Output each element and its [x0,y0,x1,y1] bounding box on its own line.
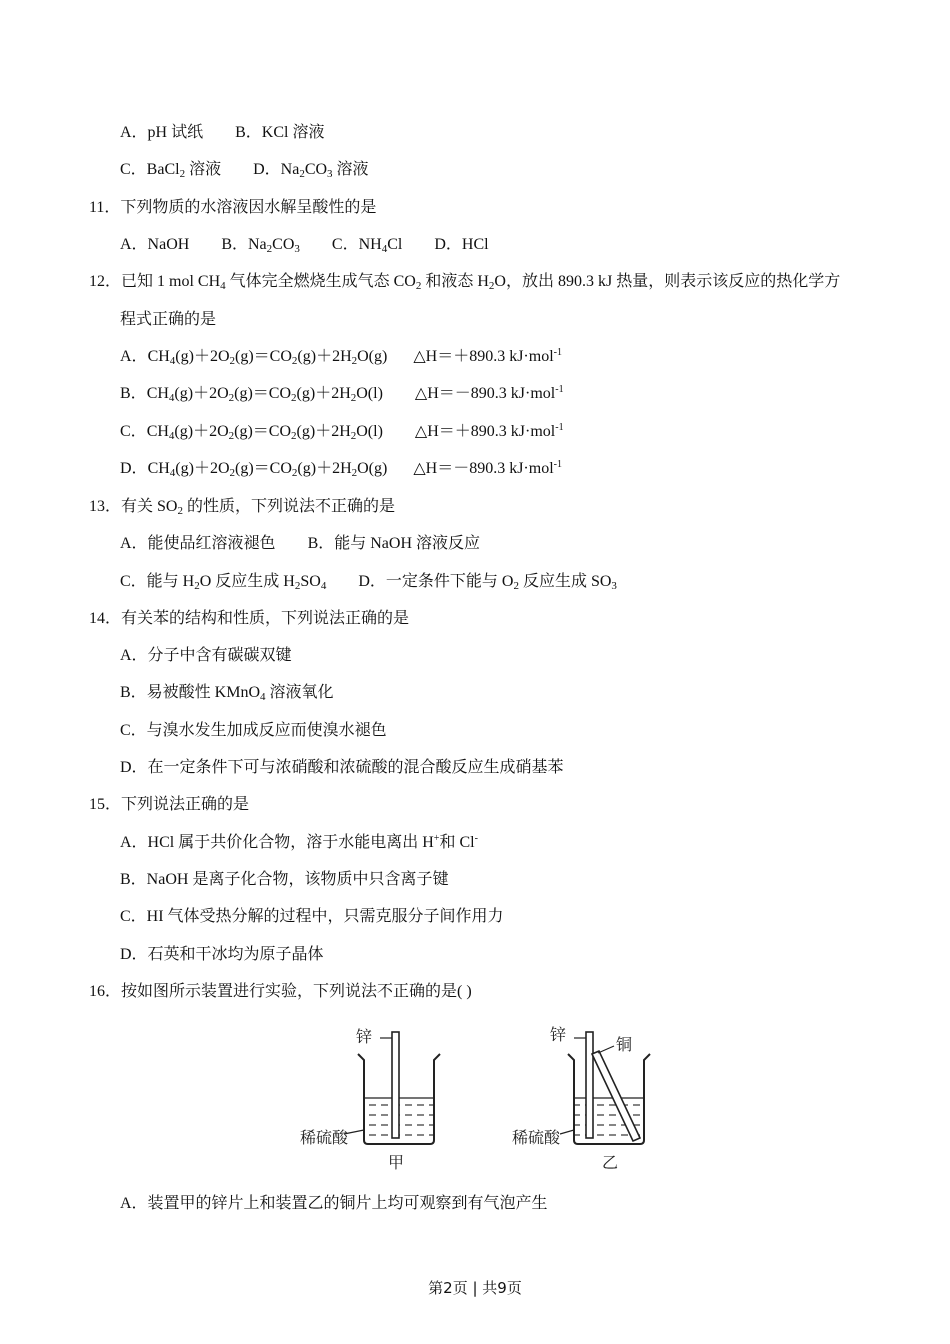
zinc-plate-jia [392,1032,399,1138]
q16-stem: 16．按如图所示装置进行实验，下列说法不正确的是( ) [89,983,472,1000]
q10-option-a: A．pH 试纸 [120,124,204,141]
q13-options-ab [120,534,480,554]
q12-stem: 12．已知 1 mol $CH_4$ 气体完全燃烧生成气态 $CO_2$ 和液态 $H_2O$，放出 890.3 kJ 热量，则表示该反应的热化学方 [89,273,841,292]
q14-option-c: C．与溴水发生加成反应而使溴水褪色 [120,722,387,739]
q15-option-b: B．NaOH 是离子化合物，该物质中只含离子键 [120,871,449,888]
label-zinc-jia: 锌 [356,1027,373,1046]
q13-option-b: B．能与 NaOH 溶液反应 [307,535,481,552]
q15-option-a: A．HCl 属于共价化合物，溶于水能电离出 H+和 Cl- [120,833,478,851]
q10-option-c: C．BaCl$_2$ 溶液 [120,161,222,180]
q13-stem: 13．有关 $SO_2$ 的性质，下列说法不正确的是 [89,498,395,517]
q15-option-c: C．HI 气体受热分解的过程中，只需克服分子间作用力 [120,908,504,925]
q16-option-a: A．装置甲的锌片上和装置乙的铜片上均可观察到有气泡产生 [120,1195,548,1212]
galvanic-cell-figure [296,1020,656,1180]
q12-option-a: A．$CH_4(g)+2O_2(g)=CO_2(g)+2H_2O(g)$ △H＝＋890.3 kJ·mol$^{-1}$ [120,347,562,367]
q13-option-a: A．能使品红溶液褪色 [120,535,276,552]
q10-options-ab [120,123,324,143]
q14-stem: 14．有关苯的结构和性质，下列说法正确的是 [89,610,410,627]
q12-stem-line2: 程式正确的是 [120,311,217,328]
label-zinc-yi: 锌 [550,1025,567,1044]
label-acid-jia: 稀硫酸 [300,1128,349,1147]
q10-option-b: B．KCl 溶液 [235,124,325,141]
q15-option-d: D．石英和干冰均为原子晶体 [120,946,324,963]
q13-options-cd [120,572,617,592]
q11-option-c: C．$NH_4Cl$ [331,236,403,255]
page-footer: 第2页 | 共9页 [428,1279,522,1297]
q11-option-d: D．HCl [434,236,489,253]
q11-options [120,235,489,255]
caption-yi: 乙 [602,1153,619,1172]
label-acid-yi: 稀硫酸 [512,1128,561,1147]
q14-option-b: B．易被酸性 KMnO$_4$ 溶液氧化 [120,684,334,703]
beaker-jia [344,1032,440,1144]
label-copper-yi: 铜 [616,1035,633,1054]
q10-options-cd [120,160,369,180]
zinc-plate-yi [586,1032,593,1138]
q13-option-d: D．一定条件下能与 $O_2$ 反应生成 $SO_3$ [358,573,617,592]
q12-option-c: C．$CH_4(g)+2O_2(g)=CO_2(g)+2H_2O(l)$ △H＝＋890.3 kJ·mol$^{-1}$ [120,422,564,442]
q11-option-b: B．$Na_2CO_3$ [221,236,300,255]
q13-option-c: C．能与 $H_2O$ 反应生成 $H_2SO_4$ [120,573,327,592]
q11-stem: 11．下列物质的水溶液因水解呈酸性的是 [89,199,377,216]
q15-stem: 15．下列说法正确的是 [89,796,250,813]
q14-option-d: D．在一定条件下可与浓硝酸和浓硫酸的混合酸反应生成硝基苯 [120,759,564,776]
beaker-yi [560,1032,650,1144]
q12-option-d: D．$CH_4(g)+2O_2(g)=CO_2(g)+2H_2O(g)$ △H＝－890.3 kJ·mol$^{-1}$ [120,459,562,479]
q11-option-a: A．NaOH [120,236,190,253]
q14-option-a: A．分子中含有碳碳双键 [120,647,292,664]
caption-jia: 甲 [388,1153,405,1172]
q12-option-b: B．$CH_4(g)+2O_2(g)=CO_2(g)+2H_2O(l)$ △H＝－890.3 kJ·mol$^{-1}$ [120,384,564,404]
q10-option-d: D．$Na_2CO_3$ 溶液 [253,161,369,180]
